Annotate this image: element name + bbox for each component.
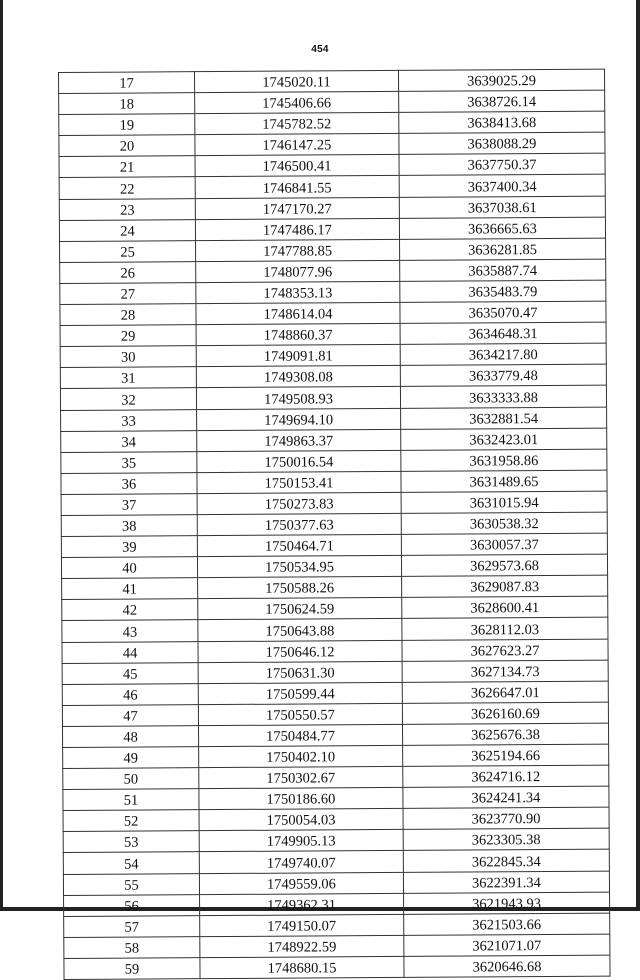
x-coordinate-cell: 1750273.83 [197, 492, 401, 514]
point-number-cell: 59 [64, 958, 200, 980]
table-row [59, 69, 605, 93]
x-coordinate-cell: 1748614.04 [196, 302, 400, 324]
point-number-cell: 43 [62, 620, 198, 642]
y-coordinate-cell: 3626647.01 [402, 681, 608, 703]
point-number-cell: 35 [61, 451, 197, 473]
y-coordinate-cell: 3623305.38 [403, 829, 609, 851]
y-coordinate-cell: 3622391.34 [403, 871, 609, 893]
point-number-cell: 30 [60, 346, 196, 368]
table-row [61, 428, 607, 452]
table-row [63, 871, 609, 895]
point-number-cell: 27 [60, 283, 196, 305]
point-number-cell: 17 [59, 72, 195, 94]
point-number-cell: 31 [60, 367, 196, 389]
point-number-cell: 56 [64, 894, 200, 916]
x-coordinate-cell: 1749508.93 [196, 387, 400, 409]
scan-edge-left [0, 0, 3, 911]
y-coordinate-cell: 3624241.34 [403, 786, 609, 808]
table-row [60, 301, 606, 325]
x-coordinate-cell: 1745782.52 [195, 113, 399, 135]
table-row [62, 596, 608, 620]
y-coordinate-cell: 3637750.37 [399, 154, 605, 176]
table-row [61, 470, 607, 494]
x-coordinate-cell: 1750054.03 [199, 809, 403, 831]
y-coordinate-cell: 3636281.85 [400, 238, 606, 260]
point-number-cell: 54 [63, 852, 199, 874]
point-number-cell: 51 [63, 789, 199, 811]
table-row [64, 955, 610, 979]
x-coordinate-cell: 1750016.54 [197, 450, 401, 472]
x-coordinate-cell: 1747486.17 [195, 218, 399, 240]
x-coordinate-cell: 1750624.59 [198, 598, 402, 620]
point-number-cell: 37 [61, 494, 197, 516]
y-coordinate-cell: 3638088.29 [399, 132, 605, 154]
table-row [61, 533, 607, 557]
point-number-cell: 44 [62, 641, 198, 663]
table-row [60, 238, 606, 262]
x-coordinate-cell: 1746841.55 [195, 176, 399, 198]
table-row [59, 90, 605, 114]
y-coordinate-cell: 3633333.88 [400, 386, 606, 408]
table-row [64, 892, 610, 916]
table-row [61, 449, 607, 473]
x-coordinate-cell: 1750302.67 [199, 767, 403, 789]
x-coordinate-cell: 1749863.37 [197, 429, 401, 451]
x-coordinate-cell: 1750550.57 [198, 703, 402, 725]
y-coordinate-cell: 3628112.03 [402, 618, 608, 640]
x-coordinate-cell: 1749308.08 [196, 366, 400, 388]
y-coordinate-cell: 3624716.12 [403, 765, 609, 787]
table-row [61, 554, 607, 578]
x-coordinate-cell: 1745406.66 [195, 92, 399, 114]
point-number-cell: 40 [61, 557, 197, 579]
point-number-cell: 57 [64, 915, 200, 937]
coordinate-table-body [59, 69, 611, 979]
point-number-cell: 24 [59, 219, 195, 241]
point-number-cell: 18 [59, 93, 195, 115]
y-coordinate-cell: 3632423.01 [401, 428, 607, 450]
y-coordinate-cell: 3625676.38 [402, 723, 608, 745]
table-row [62, 575, 608, 599]
y-coordinate-cell: 3632881.54 [401, 407, 607, 429]
x-coordinate-cell: 1750464.71 [197, 534, 401, 556]
table-row [64, 934, 610, 958]
y-coordinate-cell: 3625194.66 [403, 744, 609, 766]
x-coordinate-cell: 1749559.06 [199, 872, 403, 894]
point-number-cell: 42 [62, 599, 198, 621]
y-coordinate-cell: 3621943.93 [404, 892, 610, 914]
y-coordinate-cell: 3629087.83 [402, 575, 608, 597]
scan-edge-right [636, 0, 640, 911]
x-coordinate-cell: 1748680.15 [200, 956, 404, 978]
x-coordinate-cell: 1750534.95 [197, 556, 401, 578]
y-coordinate-cell: 3622845.34 [403, 850, 609, 872]
y-coordinate-cell: 3631489.65 [401, 470, 607, 492]
table-row [63, 829, 609, 853]
x-coordinate-cell: 1749694.10 [197, 408, 401, 430]
table-row [59, 217, 605, 241]
table-row [61, 407, 607, 431]
x-coordinate-cell: 1750631.30 [198, 661, 402, 683]
x-coordinate-cell: 1746147.25 [195, 134, 399, 156]
point-number-cell: 49 [63, 747, 199, 769]
x-coordinate-cell: 1750646.12 [198, 640, 402, 662]
table-row [63, 765, 609, 789]
table-row [59, 132, 605, 156]
y-coordinate-cell: 3621071.07 [404, 934, 610, 956]
table-row [62, 723, 608, 747]
point-number-cell: 38 [61, 515, 197, 537]
y-coordinate-cell: 3638726.14 [399, 90, 605, 112]
x-coordinate-cell: 1750186.60 [199, 788, 403, 810]
y-coordinate-cell: 3630538.32 [401, 512, 607, 534]
point-number-cell: 25 [60, 240, 196, 262]
y-coordinate-cell: 3630057.37 [401, 533, 607, 555]
point-number-cell: 48 [62, 726, 198, 748]
point-number-cell: 32 [60, 388, 196, 410]
table-row [61, 491, 607, 515]
table-row [63, 850, 609, 874]
y-coordinate-cell: 3634217.80 [400, 343, 606, 365]
point-number-cell: 50 [63, 768, 199, 790]
table-row [63, 786, 609, 810]
x-coordinate-cell: 1748077.96 [196, 260, 400, 282]
y-coordinate-cell: 3634648.31 [400, 322, 606, 344]
point-number-cell: 39 [61, 536, 197, 558]
table-row [64, 913, 610, 937]
x-coordinate-cell: 1745020.11 [195, 70, 399, 92]
x-coordinate-cell: 1750643.88 [198, 619, 402, 641]
table-row [62, 639, 608, 663]
table-row [61, 512, 607, 536]
table-row [60, 322, 606, 346]
point-number-cell: 34 [61, 430, 197, 452]
y-coordinate-cell: 3635483.79 [400, 280, 606, 302]
x-coordinate-cell: 1750484.77 [198, 724, 402, 746]
x-coordinate-cell: 1746500.41 [195, 155, 399, 177]
coordinate-table [58, 69, 611, 980]
y-coordinate-cell: 3629573.68 [401, 554, 607, 576]
point-number-cell: 55 [63, 873, 199, 895]
x-coordinate-cell: 1748353.13 [196, 281, 400, 303]
point-number-cell: 58 [64, 936, 200, 958]
point-number-cell: 36 [61, 472, 197, 494]
point-number-cell: 41 [62, 578, 198, 600]
point-number-cell: 19 [59, 114, 195, 136]
x-coordinate-cell: 1749905.13 [199, 830, 403, 852]
table-row [60, 259, 606, 283]
table-row [62, 660, 608, 684]
page-number: 454 [311, 44, 329, 55]
x-coordinate-cell: 1750377.63 [197, 513, 401, 535]
point-number-cell: 22 [59, 177, 195, 199]
table-row [60, 280, 606, 304]
point-number-cell: 21 [59, 156, 195, 178]
point-number-cell: 29 [60, 325, 196, 347]
point-number-cell: 26 [60, 262, 196, 284]
table-row [59, 111, 605, 135]
y-coordinate-cell: 3623770.90 [403, 807, 609, 829]
point-number-cell: 45 [62, 662, 198, 684]
x-coordinate-cell: 1748922.59 [200, 935, 404, 957]
y-coordinate-cell: 3637400.34 [399, 175, 605, 197]
table-row [59, 175, 605, 199]
point-number-cell: 23 [59, 198, 195, 220]
point-number-cell: 33 [61, 409, 197, 431]
table-row [62, 681, 608, 705]
y-coordinate-cell: 3637038.61 [399, 196, 605, 218]
y-coordinate-cell: 3628600.41 [402, 596, 608, 618]
table-row [60, 343, 606, 367]
x-coordinate-cell: 1749091.81 [196, 345, 400, 367]
point-number-cell: 46 [62, 683, 198, 705]
x-coordinate-cell: 1750153.41 [197, 471, 401, 493]
y-coordinate-cell: 3626160.69 [402, 702, 608, 724]
y-coordinate-cell: 3627623.27 [402, 639, 608, 661]
x-coordinate-cell: 1749362.31 [200, 893, 404, 915]
y-coordinate-cell: 3620646.68 [404, 955, 610, 977]
point-number-cell: 20 [59, 135, 195, 157]
point-number-cell: 52 [63, 810, 199, 832]
point-number-cell: 28 [60, 304, 196, 326]
table-row [59, 154, 605, 178]
y-coordinate-cell: 3636665.63 [399, 217, 605, 239]
x-coordinate-cell: 1747788.85 [196, 239, 400, 261]
table-row [62, 702, 608, 726]
y-coordinate-cell: 3635887.74 [400, 259, 606, 281]
table-row [62, 618, 608, 642]
table-row [63, 807, 609, 831]
coordinate-table-container [58, 72, 604, 980]
x-coordinate-cell: 1747170.27 [195, 197, 399, 219]
x-coordinate-cell: 1750402.10 [199, 745, 403, 767]
table-row [63, 744, 609, 768]
x-coordinate-cell: 1749150.07 [200, 914, 404, 936]
y-coordinate-cell: 3638413.68 [399, 111, 605, 133]
table-row [59, 196, 605, 220]
y-coordinate-cell: 3621503.66 [404, 913, 610, 935]
x-coordinate-cell: 1749740.07 [199, 851, 403, 873]
table-row [60, 364, 606, 388]
point-number-cell: 47 [62, 704, 198, 726]
y-coordinate-cell: 3635070.47 [400, 301, 606, 323]
x-coordinate-cell: 1748860.37 [196, 324, 400, 346]
y-coordinate-cell: 3631958.86 [401, 449, 607, 471]
x-coordinate-cell: 1750599.44 [198, 682, 402, 704]
point-number-cell: 53 [63, 831, 199, 853]
y-coordinate-cell: 3631015.94 [401, 491, 607, 513]
x-coordinate-cell: 1750588.26 [198, 577, 402, 599]
y-coordinate-cell: 3639025.29 [398, 69, 604, 91]
table-row [60, 386, 606, 410]
y-coordinate-cell: 3627134.73 [402, 660, 608, 682]
y-coordinate-cell: 3633779.48 [400, 364, 606, 386]
